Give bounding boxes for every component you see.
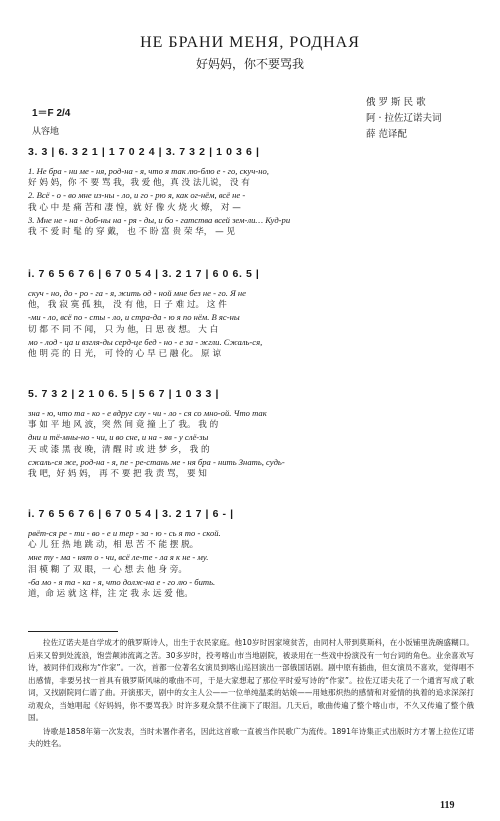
song-credits <box>366 95 476 143</box>
key-signature: 1＝F 2/4 <box>32 108 71 119</box>
lyric-line: рвёт-ся ре - ти - во - е и тер - за - ю - сь я то - ской. <box>28 528 221 538</box>
notation-line: i. 7 6 5 6 7 6 | 6 7 0 5 4 | 3. 2 1 7 | 6 - | <box>28 508 234 520</box>
page-number: 119 <box>440 800 455 811</box>
music-system-3 <box>28 388 474 480</box>
notation-line: 5. 7 3 2 | 2 1 0 6. 5 | 5 6 7 | 1 0 3 3 | <box>28 388 220 400</box>
lyric-line: мо - лод - ца и взгля-ды серд-це бед - но - е за - жгли. Сжаль-ся, <box>28 336 263 347</box>
lyric-line: мне ту - ма - нят о - чи, всё ле-те - ла я к не - му. <box>28 552 209 563</box>
footnote-paragraph: 拉佐辽诺夫是自学成才的俄罗斯诗人，出生于农民家庭。他10岁时因家境贫苦，由同村人带到莫斯科，在小饭铺里洗碗盛糊口。后来又曾到处流浪，饱尝颠沛流离之苦。30多岁时，投考喀山市当地剧院，被录用在一些戏中扮演没有一句台词的角色。业余喜欢写诗，被同伴们戏称为“作家”。一次，首都一位著名女演员到喀山巡回演出一部俄国话剧。剧中原有插曲，但女演员不喜欢，觉得唱不出感情，非要另找一首具有俄罗斯风味的歌曲不可，于是大家想起了那位平时爱写诗的“作家”。拉佐辽诺夫花了一个通宵写成了歌词，又找剧院同仁谱了曲。开演那天，剧中的女主人公——一位单纯温柔的姑娘——用她那炽热的感情和对爱情的执着的追求深深打动观众，当她唱起《好妈妈，你不要骂我》时许多观众禁不住滴下了眼泪。几天后，歌曲传遍了整个喀山市，不久又传遍了整个俄国。 <box>28 638 474 722</box>
lyric-line: сжаль-ся же, род-на - я, пе - ре-стань ме - ня бра - нить Знать, судь- <box>28 456 285 467</box>
song-title-russian: НЕ БРАНИ МЕНЯ, РОДНАЯ <box>140 34 360 51</box>
lyrics-block <box>28 527 474 600</box>
lyrics-block <box>28 407 474 480</box>
lyric-line: 1. Не бра - ни ме - ня, род-на - я, что я так лю-блю е - го, скуч-но, <box>28 166 269 176</box>
lyric-line: -ба мо - я та - ка - я, что долж-на е - го лю - бить. <box>28 576 216 587</box>
music-system-2 <box>28 268 474 360</box>
song-title-chinese: 好妈妈，你不要骂我 <box>195 57 304 71</box>
footnote-divider <box>28 631 118 632</box>
lyric-line: 我 不 爱 时 髦 的 穿 戴， 也 不 盼 富 贵 荣 华， — 见 <box>28 227 235 238</box>
lyric-line: -ми - ло, всё по - сты - ло, и стра-да - ю я по нём. В яс-ны <box>28 312 240 323</box>
lyric-line: 天 或 漆 黑 夜 晚，清 醒 时 或 进 梦 乡， 我 的 <box>28 444 210 455</box>
footnote <box>28 637 474 752</box>
lyric-line: 心 儿 狂 热 地 跳 动，相 思 苦 不 能 摆 脱。 <box>28 540 199 551</box>
lyric-line: 事 如 平 地 风 波，突 然 间 竟 撞 上了 我。 我 的 <box>28 420 219 431</box>
lyric-line: 道，命 运 就 这 样，注 定 我 永 远 爱 他。 <box>28 589 193 600</box>
lyric-line: 3. Мне не - на - доб-ны на - ря - ды, и бо - гатства всей зем-ли… Куд-ри <box>28 214 291 225</box>
lyric-line: 2. Всё - о - во мне из-ны - ло, и го - рю я, как ог-нём, всё не - <box>28 190 246 201</box>
lyric-line: скуч - но, до - ро - га - я, жить од - ной мне без не - го. Я не <box>28 288 246 298</box>
lyric-line: дни и тё-мны-но - чи, и во сне, и на - яв - у слё-зы <box>28 432 209 443</box>
lyric-line: 他， 我 寂 寞 孤 独， 没 有 他，日 子 难 过。 这 件 <box>28 300 227 311</box>
lyric-line: 我 心 中 是 痛 苦和 凄 惶，就 好 像 火 烧 火 燎， 对 — <box>28 202 241 213</box>
lyric-line: 切 都 不 同 不 闻， 只 为 他，日 思 夜 想。 大 白 <box>28 324 219 335</box>
lyrics-block <box>28 287 474 360</box>
lyric-line: 好 妈 妈，你 不 要 骂 我，我 爱 他，真 没 法儿说， 没 有 <box>28 178 250 189</box>
credit-translator: 薛 范译配 <box>366 129 408 140</box>
credit-origin: 俄 罗 斯 民 歌 <box>366 97 426 108</box>
lyrics-block <box>28 165 474 238</box>
lyric-line: 泪 模 糊 了 双 眼，一 心 想 去 他 身 旁。 <box>28 564 187 575</box>
credit-lyricist: 阿 · 拉佐辽诺夫词 <box>366 113 442 124</box>
music-system-1 <box>28 146 474 238</box>
notation-line: i. 7 6 5 6 7 6 | 6 7 0 5 4 | 3. 2 1 7 | 6 0 6. 5 | <box>28 268 260 280</box>
tempo-marking: 从容地 <box>32 127 60 137</box>
lyric-line: зна - ю, что та - ко - е вдруг слу - чи - ло - ся со мно-ой. Что так <box>28 408 267 418</box>
footnote-paragraph: 诗歌是1858年第一次发表，当时未署作者名，因此这首歌一直被当作民歌广为流传。1891年诗集正式出版时方才署上拉佐辽诺夫的姓名。 <box>28 726 474 748</box>
notation-line: 3. 3 | 6. 3 2 1 | 1 7 0 2 4 | 3. 7 3 2 | 1 0 3 6 | <box>28 146 260 158</box>
lyric-line: 我 吧，好 妈 妈， 再 不 要 把 我 责 骂， 要 知 <box>28 469 207 480</box>
music-system-4 <box>28 508 474 600</box>
lyric-line: 他 明 亮 的 日 光， 可 怜的 心 早 已 融 化。 原 谅 <box>28 349 221 360</box>
